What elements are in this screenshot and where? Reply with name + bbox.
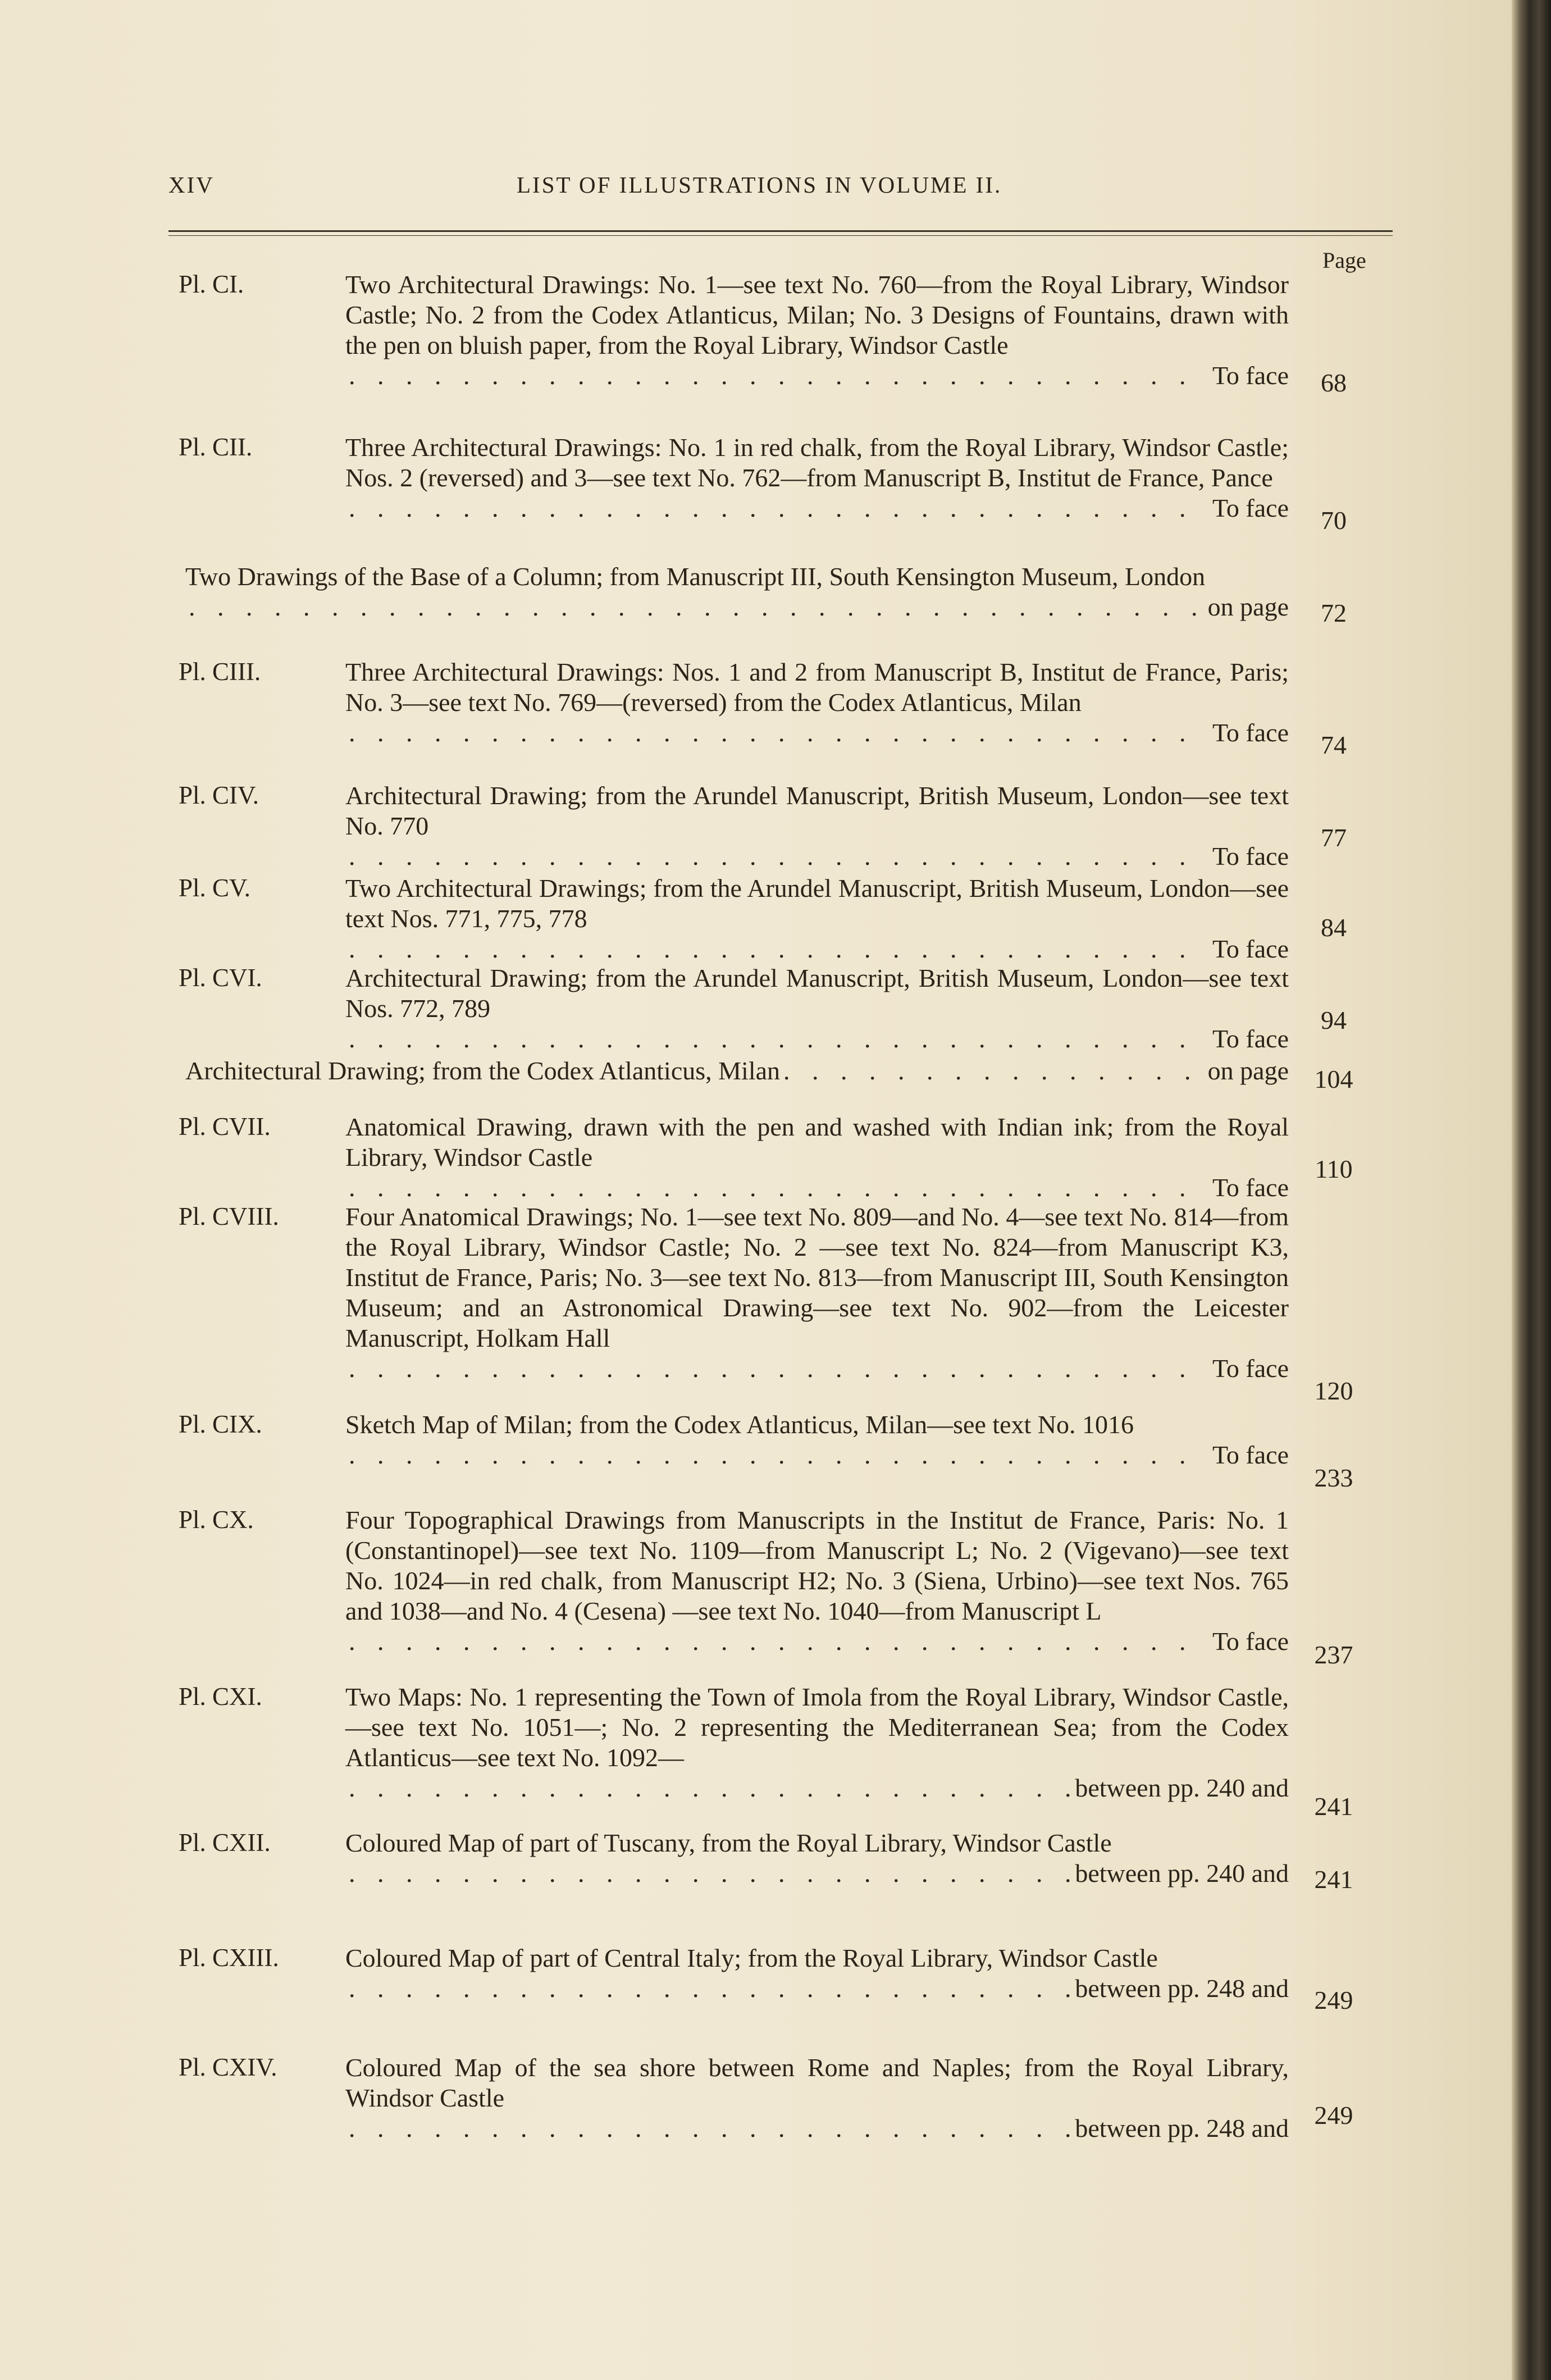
dot-leader xyxy=(349,1173,1209,1203)
entry-text: Architectural Drawing; from the Codex Atlanticus, Milan xyxy=(185,1056,781,1085)
dot-leader xyxy=(349,1024,1209,1054)
entry-page-number: 72 xyxy=(1321,599,1347,627)
plate-number: Pl. CIV. xyxy=(179,781,259,809)
dot-leader xyxy=(349,1440,1209,1470)
entry-placement: on page xyxy=(1207,1056,1289,1085)
entry-page-number: 84 xyxy=(1321,913,1347,942)
entry-placement: To face xyxy=(1212,1440,1289,1469)
book-spine-edge xyxy=(1512,0,1551,2380)
entry-text: Architectural Drawing; from the Arundel Manuscript, British Museum, London—see text No. 770 xyxy=(345,781,1289,840)
plate-number: Pl. CVII. xyxy=(179,1113,271,1141)
entry-page-number: 110 xyxy=(1315,1155,1353,1183)
entry-text: Three Architectural Drawings: Nos. 1 and 2 from Manuscript B, Institut de France, Paris; No. 3—see text No. 769—(reversed) from the Codex Atlanticus, Milan xyxy=(345,658,1289,717)
entry-page-number: 94 xyxy=(1321,1006,1347,1034)
entry-description xyxy=(345,781,1289,872)
entry-text: Four Anatomical Drawings; No. 1—see text No. 809—and No. 4—see text No. 814—from the Royal Library, Windsor Castle; No. 2 —see text No. 824—from Manuscript K3, Institut de France, Paris; No. 3—see text No. 813—from Manuscript III, South Kensington Museum; and an Astronomical Drawing—see text No. 902—from the Leicester Manuscript, Holkam Hall xyxy=(345,1202,1289,1352)
plate-number: Pl. CVIII. xyxy=(179,1202,279,1230)
entry-description xyxy=(185,562,1289,622)
plate-number: Pl. CXI. xyxy=(179,1683,262,1711)
entry-text: Coloured Map of the sea shore between Rome and Naples; from the Royal Library, Windsor Castle xyxy=(345,2053,1289,2112)
header-rule xyxy=(168,230,1393,236)
entry-text: Two Maps: No. 1 representing the Town of Imola from the Royal Library, Windsor Castle,—see text No. 1051—; No. 2 representing the Mediterranean Sea; from the Codex Atlanticus—see text No. 1092— xyxy=(345,1683,1289,1772)
dot-leader xyxy=(349,1353,1209,1384)
entry-text: Two Drawings of the Base of a Column; from Manuscript III, South Kensington Museum, London xyxy=(185,562,1206,591)
entry-description xyxy=(345,1112,1289,1203)
entry-placement: To face xyxy=(1212,494,1289,522)
plate-number: Pl. CI. xyxy=(179,270,244,298)
entry-description xyxy=(345,963,1289,1054)
plate-number: Pl. CII. xyxy=(179,433,253,461)
entry-page-number: 241 xyxy=(1314,1865,1353,1894)
entry-description xyxy=(345,657,1289,748)
entry-placement: To face xyxy=(1212,934,1289,963)
entry-page-number: 120 xyxy=(1314,1376,1353,1405)
plate-number: Pl. CIII. xyxy=(179,658,261,686)
entry-placement: between pp. 248 and xyxy=(1075,1974,1289,2003)
page-column-label: Page xyxy=(1322,248,1366,273)
entry-placement: To face xyxy=(1212,1024,1289,1053)
dot-leader xyxy=(349,934,1209,964)
entry-placement: To face xyxy=(1212,842,1289,870)
entry-page-number: 68 xyxy=(1321,368,1347,397)
entry-page-number: 104 xyxy=(1314,1065,1353,1093)
entry-page-number: 233 xyxy=(1314,1463,1353,1492)
entry-description xyxy=(345,1682,1289,1803)
entry-placement: To face xyxy=(1212,361,1289,390)
entry-page-number: 249 xyxy=(1314,2101,1353,2130)
entry-text: Two Architectural Drawings; from the Arundel Manuscript, British Museum, London—see text Nos. 771, 775, 778 xyxy=(345,874,1289,933)
dot-leader xyxy=(349,1973,1071,2004)
dot-leader xyxy=(349,718,1209,748)
entry-text: Coloured Map of part of Tuscany, from the Royal Library, Windsor Castle xyxy=(345,1829,1112,1857)
entry-page-number: 237 xyxy=(1314,1640,1353,1669)
entry-page-number: 249 xyxy=(1314,1986,1353,2014)
entry-description xyxy=(345,432,1289,523)
plate-number: Pl. CXIV. xyxy=(179,2053,277,2081)
entry-page-number: 77 xyxy=(1321,823,1347,852)
dot-leader xyxy=(349,841,1209,872)
entry-placement: To face xyxy=(1212,1354,1289,1383)
dot-leader xyxy=(349,361,1209,391)
dot-leader xyxy=(349,1858,1071,1889)
dot-leader xyxy=(349,1773,1071,1803)
plate-number: Pl. CVI. xyxy=(179,964,262,992)
entry-page-number: 74 xyxy=(1321,731,1347,759)
dot-leader xyxy=(349,1626,1209,1657)
dot-leader xyxy=(349,2113,1071,2144)
entry-placement: between pp. 248 and xyxy=(1075,2114,1289,2142)
entry-page-number: 70 xyxy=(1321,506,1347,535)
entry-placement: To face xyxy=(1212,1173,1289,1202)
entry-description xyxy=(345,873,1289,964)
entry-description xyxy=(345,1828,1289,1889)
entry-description xyxy=(345,2053,1289,2144)
entry-description xyxy=(345,1202,1289,1384)
entry-text: Sketch Map of Milan; from the Codex Atlanticus, Milan—see text No. 1016 xyxy=(345,1410,1134,1439)
entry-placement: To face xyxy=(1212,1627,1289,1656)
plate-number: Pl. CX. xyxy=(179,1506,254,1534)
plate-number: Pl. CV. xyxy=(179,874,250,902)
entry-description xyxy=(345,1410,1289,1470)
entry-placement: between pp. 240 and xyxy=(1075,1859,1289,1887)
entry-text: Architectural Drawing; from the Arundel Manuscript, British Museum, London—see text Nos. 772, 789 xyxy=(345,964,1289,1023)
entry-text: Three Architectural Drawings: No. 1 in red chalk, from the Royal Library, Windsor Castle; Nos. 2 (reversed) and 3—see text No. 762—from Manuscript B, Institut de France, Pance xyxy=(345,433,1289,492)
running-head: LIST OF ILLUSTRATIONS IN VOLUME II. xyxy=(517,172,1002,198)
folio-number: XIV xyxy=(168,172,215,198)
entry-description xyxy=(185,1056,1289,1086)
entry-page-number: 241 xyxy=(1314,1792,1353,1821)
entry-description xyxy=(345,1505,1289,1657)
dot-leader xyxy=(349,493,1209,523)
entry-text: Four Topographical Drawings from Manuscripts in the Institut de France, Paris: No. 1 (Constantinopel)—see text No. 1109—from Manuscript L; No. 2 (Vigevano)—see text No. 1024—in red chalk, from Manuscript H2; No. 3 (Siena, Urbino)—see text Nos. 765 and 1038—and No. 4 (Cesena) —see text No. 1040—from Manuscript L xyxy=(345,1506,1289,1625)
plate-number: Pl. CXII. xyxy=(179,1829,271,1857)
plate-number: Pl. CXIII. xyxy=(179,1944,279,1972)
plate-number: Pl. CIX. xyxy=(179,1410,262,1438)
entry-placement: To face xyxy=(1212,718,1289,747)
entry-text: Anatomical Drawing, drawn with the pen and washed with Indian ink; from the Royal Library, Windsor Castle xyxy=(345,1113,1289,1171)
entry-text: Two Architectural Drawings: No. 1—see text No. 760—from the Royal Library, Windsor Castle; No. 2 from the Codex Atlanticus, Milan; No. 3 Designs of Fountains, drawn with the pen on bluish paper, from the Royal Library, Windsor Castle xyxy=(345,270,1289,359)
entry-description xyxy=(345,270,1289,391)
entry-placement: between pp. 240 and xyxy=(1075,1773,1289,1802)
dot-leader xyxy=(189,592,1205,622)
entry-text: Coloured Map of part of Central Italy; from the Royal Library, Windsor Castle xyxy=(345,1944,1158,1972)
dot-leader xyxy=(783,1056,1205,1086)
entry-placement: on page xyxy=(1207,592,1289,621)
page-header xyxy=(0,171,1512,205)
entry-description xyxy=(345,1943,1289,2004)
